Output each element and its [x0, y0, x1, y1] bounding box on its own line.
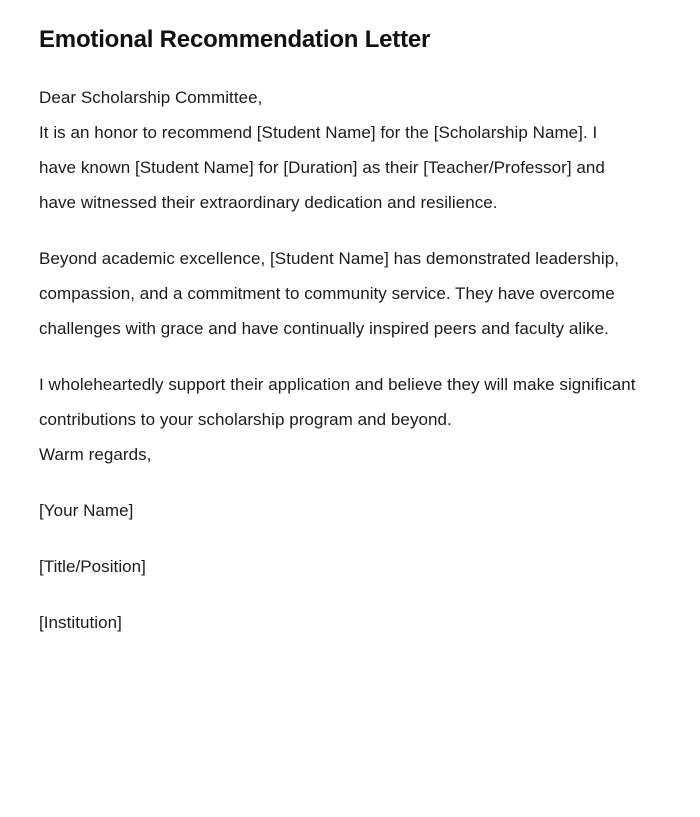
body-paragraph-3: I wholeheartedly support their application and believe they will make significant contributions to your scholarship program and beyond.	[39, 375, 636, 429]
salutation-block	[39, 80, 636, 115]
valediction: Warm regards,	[39, 445, 152, 464]
page-title: Emotional Recommendation Letter	[39, 26, 431, 53]
signer-name: [Your Name]	[39, 501, 134, 520]
body-paragraph-2: Beyond academic excellence, [Student Name] has demonstrated leadership, compassion, and a commitment to community service. They have overcome challenges with grace and have continually inspired peers and faculty alike.	[39, 249, 619, 338]
salutation-line: Dear Scholarship Committee,	[39, 88, 263, 107]
signer-title: [Title/Position]	[39, 557, 146, 576]
letter-body	[39, 115, 636, 437]
signer-institution: [Institution]	[39, 613, 122, 632]
body-paragraph-1: It is an honor to recommend [Student Name] for the [Scholarship Name]. I have known [Student Name] for [Duration] as their [Teacher/Professor] and have witnessed their extraordinary dedication and resilience.	[39, 123, 605, 212]
closing-block	[39, 437, 640, 640]
